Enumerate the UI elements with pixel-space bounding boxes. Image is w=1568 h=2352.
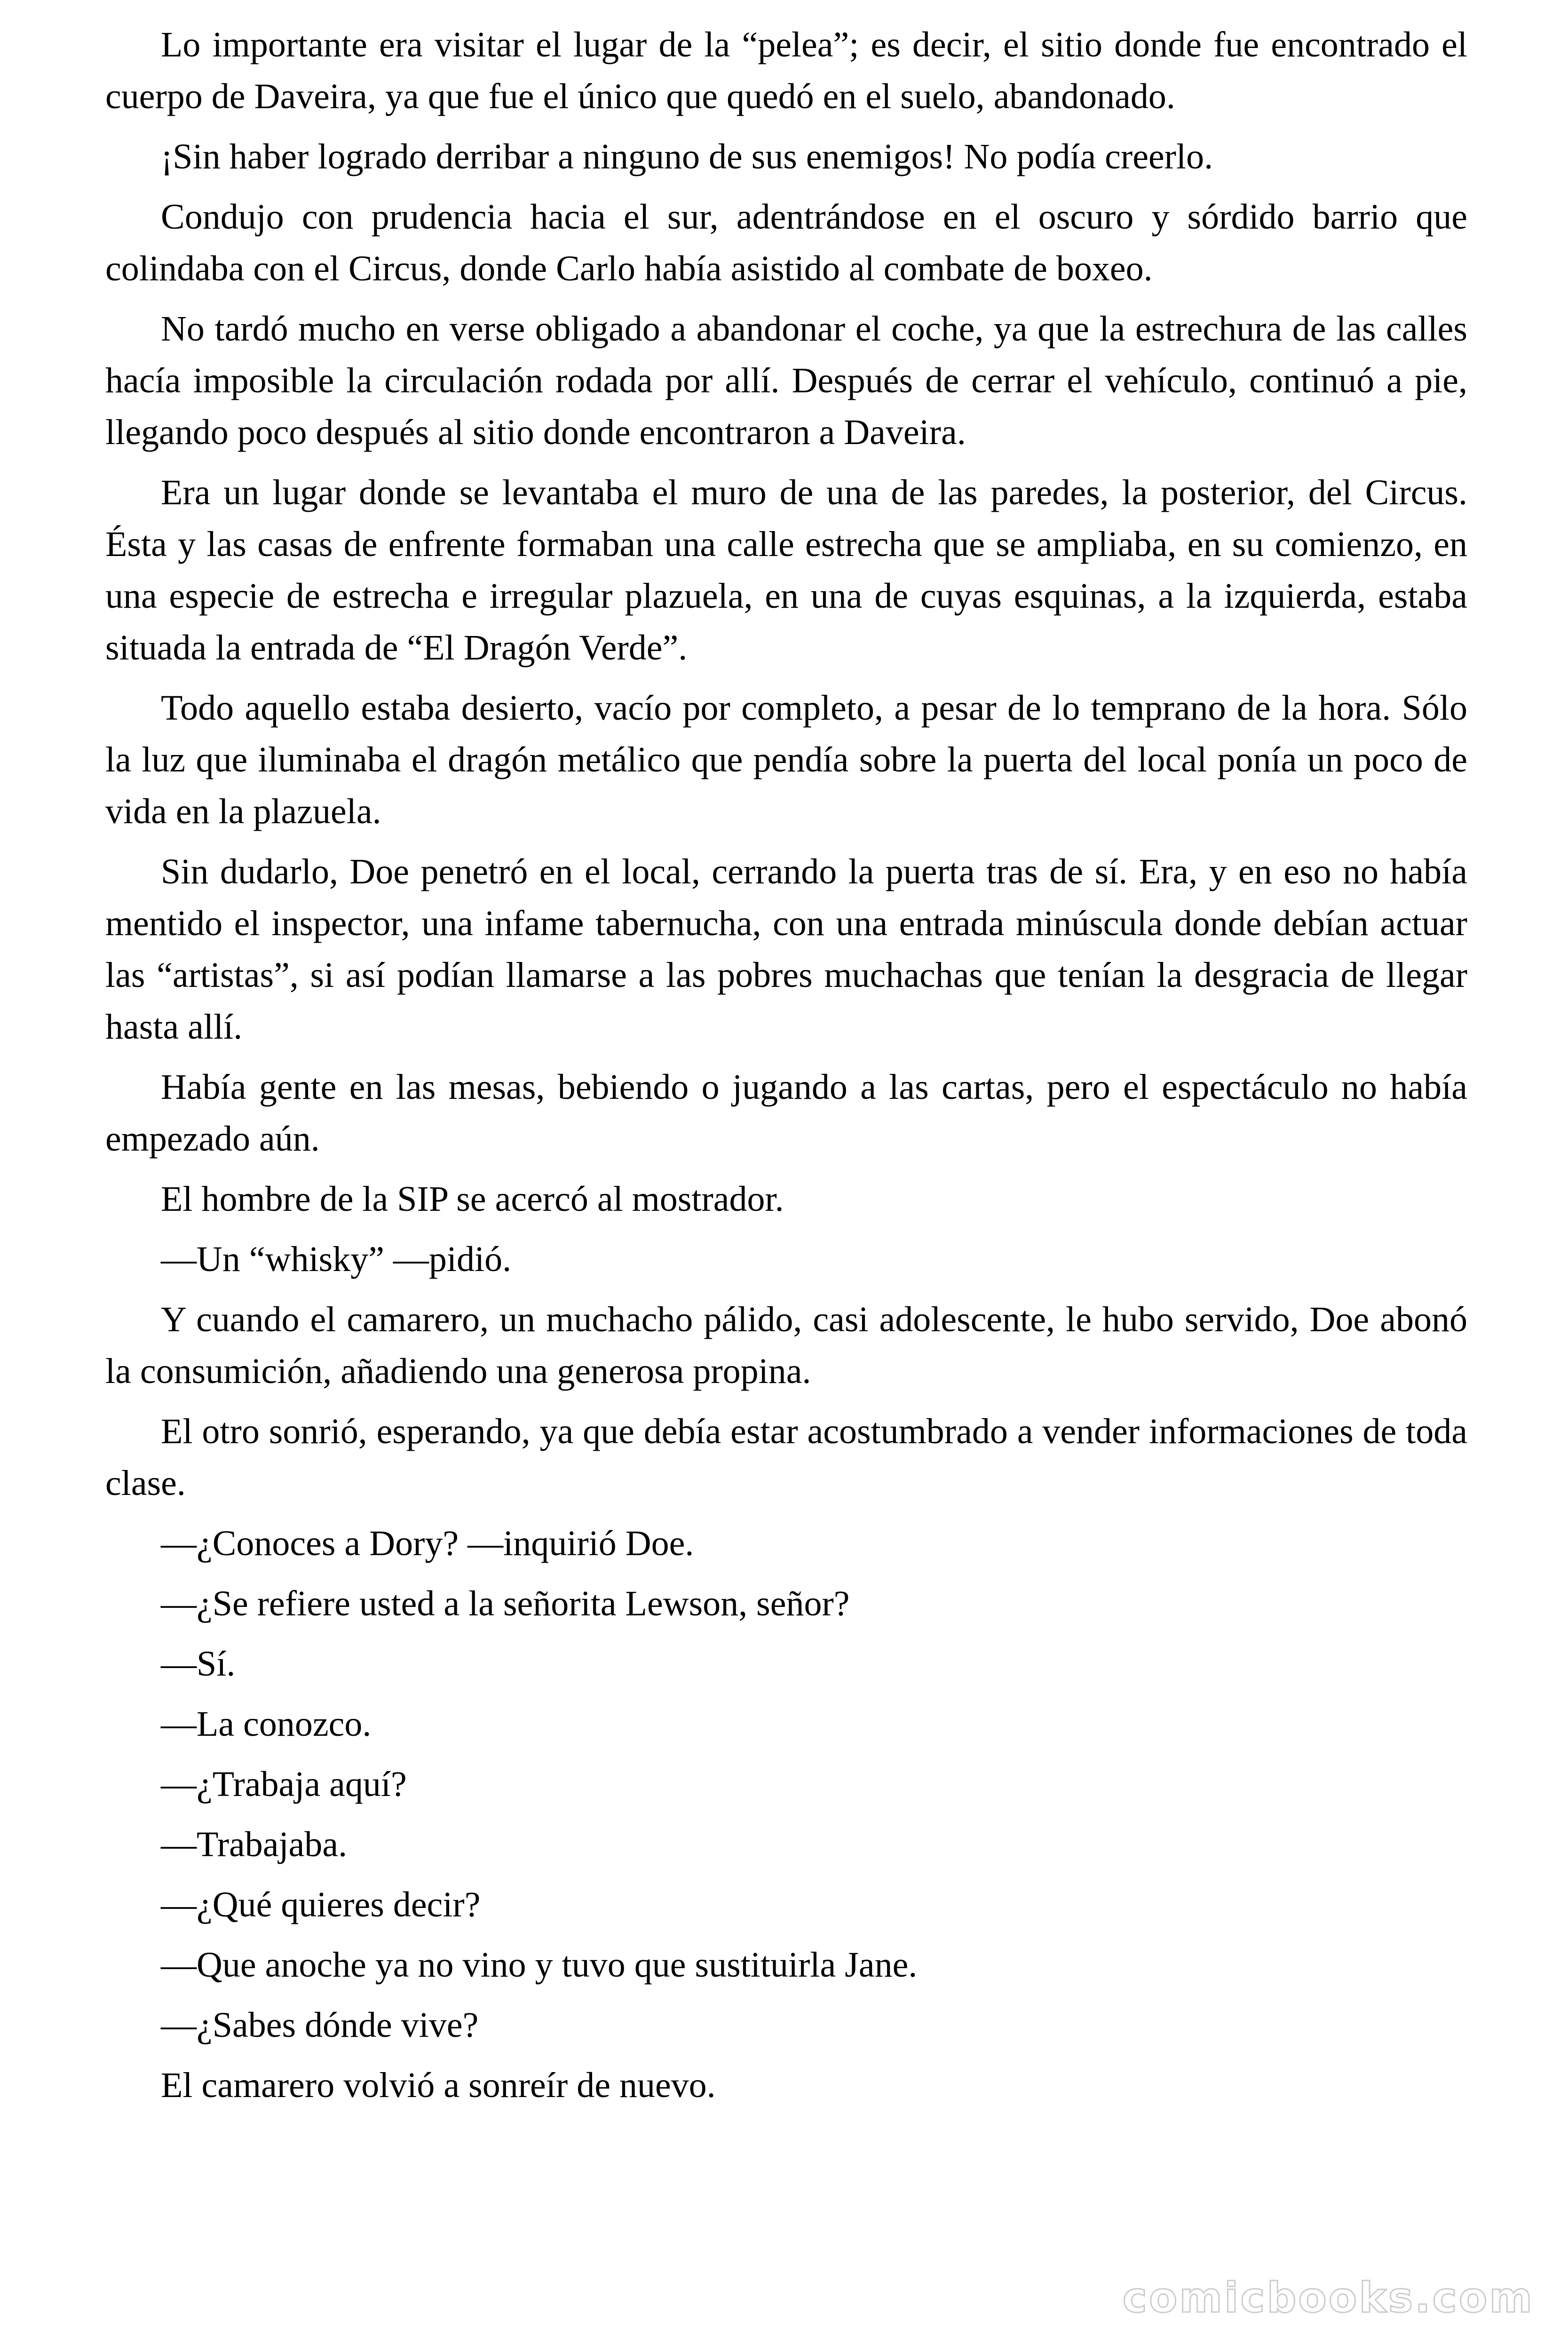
watermark: comicbooks.com bbox=[1122, 2273, 1534, 2322]
paragraph: El otro sonrió, esperando, ya que debía estar acostumbrado a vender informaciones de toda clase. bbox=[105, 1412, 1467, 1503]
dialogue-line: —La conozco. bbox=[161, 1704, 372, 1744]
paragraph: Había gente en las mesas, bebiendo o jugando a las cartas, pero el espectáculo no había empezado aún. bbox=[105, 1067, 1467, 1159]
paragraph: No tardó mucho en verse obligado a abandonar el coche, ya que la estrechura de las calles hacía imposible la circulación rodada por allí. Después de cerrar el vehículo, continuó a pie, llegando poco después al sitio donde encontraron a Daveira. bbox=[105, 309, 1467, 452]
dialogue-line: —Sí. bbox=[161, 1644, 236, 1684]
paragraph: Todo aquello estaba desierto, vacío por completo, a pesar de lo temprano de la hora. Sólo la luz que iluminaba el dragón metálico que pendía sobre la puerta del local ponía un poco de vida en la plazuela. bbox=[105, 688, 1467, 831]
dialogue-line: —¿Se refiere usted a la señorita Lewson, señor? bbox=[161, 1584, 850, 1623]
paragraph: Sin dudarlo, Doe penetró en el local, cerrando la puerta tras de sí. Era, y en eso no había mentido el inspector, una infame tabernucha, con una entrada minúscula donde debían actuar las “artistas”, si así podían llamarse a las pobres muchachas que tenían la desgracia de llegar hasta allí. bbox=[105, 852, 1467, 1047]
paragraph: El hombre de la SIP se acercó al mostrador. bbox=[161, 1179, 784, 1219]
paragraph: Y cuando el camarero, un muchacho pálido, casi adolescente, le hubo servido, Doe abonó la consumición, añadiendo una generosa propina. bbox=[105, 1300, 1467, 1391]
paragraph: Lo importante era visitar el lugar de la “pelea”; es decir, el sitio donde fue encontrado el cuerpo de Daveira, ya que fue el único que quedó en el suelo, abandonado. bbox=[105, 25, 1467, 116]
body-text bbox=[105, 19, 1467, 2120]
dialogue-line: —Un “whisky” —pidió. bbox=[161, 1240, 512, 1279]
paragraph: Era un lugar donde se levantaba el muro de una de las paredes, la posterior, del Circus. Ésta y las casas de enfrente formaban una calle estrecha que se ampliaba, en su comienzo, en una especie de estrecha e irregular plazuela, en una de cuyas esquinas, a la izquierda, estaba situada la entrada de “El Dragón Verde”. bbox=[105, 473, 1467, 667]
dialogue-line: —Trabajaba. bbox=[161, 1825, 348, 1864]
dialogue-line: —Que anoche ya no vino y tuvo que sustituirla Jane. bbox=[161, 1945, 918, 1985]
paragraph: Condujo con prudencia hacia el sur, adentrándose en el oscuro y sórdido barrio que colindaba con el Circus, donde Carlo había asistido al combate de boxeo. bbox=[105, 197, 1467, 288]
dialogue-line: —¿Trabaja aquí? bbox=[161, 1764, 407, 1804]
dialogue-line: —¿Conoces a Dory? —inquirió Doe. bbox=[161, 1524, 694, 1563]
paragraph: El camarero volvió a sonreír de nuevo. bbox=[161, 2066, 716, 2105]
dialogue-line: —¿Sabes dónde vive? bbox=[161, 2005, 479, 2045]
dialogue-line: —¿Qué quieres decir? bbox=[161, 1885, 481, 1924]
paragraph: ¡Sin haber logrado derribar a ninguno de sus enemigos! No podía creerlo. bbox=[161, 137, 1213, 176]
